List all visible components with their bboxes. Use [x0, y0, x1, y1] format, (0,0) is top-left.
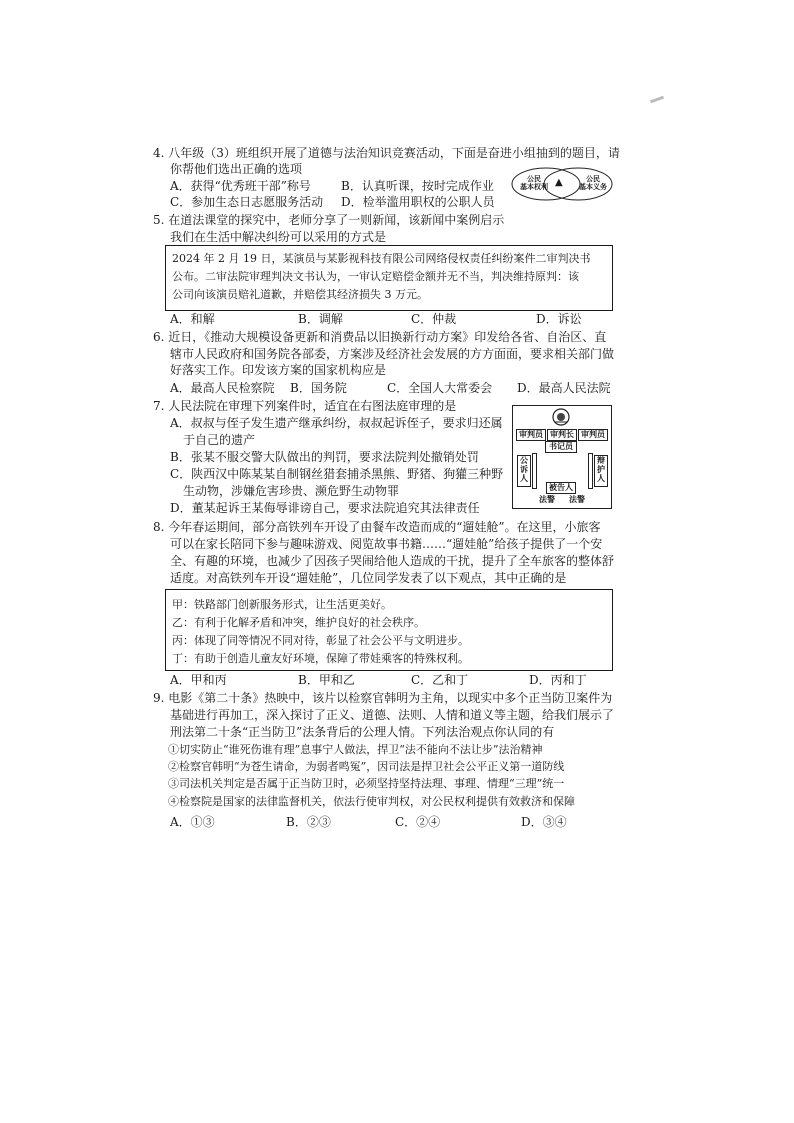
q6-line-3: 好落实工作。印发该方案的国家机构应是	[170, 363, 387, 377]
q8-box-line-2: 乙：有利于化解矛盾和冲突，维护良好的社会秩序。	[172, 616, 425, 629]
q8-opinion-box	[165, 589, 613, 671]
judge-left-seat: 审判员	[516, 429, 546, 441]
q5-option-c: C．仲裁	[411, 312, 457, 326]
q6-option-b: B．国务院	[290, 381, 347, 395]
national-emblem-icon	[552, 408, 570, 426]
q7-option-a-cont: 于自己的遗产	[183, 433, 256, 447]
q8-line-3: 全、有趣的环境，也减少了因孩子哭闹给他人造成的干扰，提升了全车旅客的整体舒	[170, 554, 615, 568]
q7-line-1: 7. 人民法院在审理下列案件时，适宜在右图法庭审理的是	[153, 399, 457, 413]
scan-mark	[650, 96, 664, 104]
q8-box-line-1: 甲：铁路部门创新服务形式，让生活更美好。	[172, 598, 392, 611]
prosecutor-desk	[532, 453, 537, 489]
q5-option-b: B．调解	[298, 312, 343, 326]
q5-box-line-1: 2024 年 2 月 19 日，某演员与某影视科技有限公司网络侵权责任纠纷案件二审判决书	[172, 252, 591, 265]
q9-option-c: C．②④	[395, 815, 441, 829]
q7-option-b: B．张某不服交警大队做出的判罚，要求法院判处撤销处罚	[170, 450, 479, 464]
q4-option-d: D．检举滥用职权的公职人员	[341, 195, 495, 209]
q5-line-2: 我们在生活中解决纠纷可以采用的方式是	[170, 230, 387, 244]
q5-option-d: D．诉讼	[536, 312, 582, 326]
q9-statement-3: ③司法机关判定是否属于正当防卫时，必须坚持坚持法理、事理、情理“三理”统一	[168, 777, 565, 790]
q8-line-4: 适度。对高铁列车开设“遛娃舱”，几位同学发表了以下观点，其中正确的是	[170, 571, 567, 585]
q4-line-1: 4. 八年级（3）班组织开展了道德与法治知识竞赛活动，下面是奋进小组抽到的题目，请	[153, 146, 620, 160]
q8-option-d: D．丙和丁	[529, 673, 587, 687]
q4-option-a: A．获得“优秀班干部”称号	[170, 179, 311, 193]
q6-option-a: A．最高人民检察院	[170, 381, 275, 395]
q8-option-b: B．甲和乙	[298, 673, 355, 687]
venn-left-label: 公民 基本权利	[520, 174, 548, 191]
q8-line-2: 可以在家长陪同下参与趣味游戏、阅览故事书籍……“遛娃舱”给孩子提供了一个安	[170, 537, 603, 551]
q6-option-d: D．最高人民法院	[517, 381, 611, 395]
q9-option-a: A．①③	[170, 815, 215, 829]
q5-option-a: A．和解	[170, 312, 215, 326]
police-left: 法警	[539, 494, 555, 504]
q7-option-c: C．陕西汉中陈某某自制钢丝猎套捕杀黑熊、野猪、狗獾三种野	[170, 467, 504, 481]
defender-seat: 辩 护 人	[594, 455, 608, 487]
q6-line-2: 辖市人民政府和国务院各部委，方案涉及经济社会发展的方方面面，要求相关部门做	[170, 347, 615, 361]
q4-line-2: 你帮他们选出正确的选项	[170, 162, 303, 176]
venn-right-label: 公民 基本义务	[579, 174, 607, 191]
police-right: 法警	[569, 494, 585, 504]
q8-box-line-4: 丁：有助于创造儿童友好环境，保障了带娃乘客的特殊权利。	[172, 652, 469, 665]
q6-option-c: C．全国人大常委会	[387, 381, 493, 395]
defender-desk	[588, 453, 593, 489]
q9-statement-2: ②检察官韩明“为苍生请命，为弱者鸣冤”，因司法是捍卫社会公平正义第一道防线	[168, 760, 565, 773]
q6-line-1: 6. 近日，《推动大规模设备更新和消费品以旧换新行动方案》印发给各省、自治区、直	[153, 330, 607, 344]
q4-option-c: C．参加生态日志愿服务活动	[170, 195, 324, 209]
judge-right-seat: 审判员	[578, 429, 608, 441]
courtroom-diagram	[512, 405, 612, 509]
q9-line-3: 刑法第二十条“正当防卫”法条背后的公理人情。下列法治观点你认同的有	[170, 725, 555, 739]
q8-line-1: 8. 今年春运期间，部分高铁列车开设了由餐车改造而成的“遛娃舱”。在这里，小旅客	[153, 520, 601, 534]
clerk-seat: 书记员	[545, 441, 577, 453]
q8-option-c: C．乙和丁	[411, 673, 469, 687]
q9-line-1: 9. 电影《第二十条》热映中，该片以检察官韩明为主角，以现实中多个正当防卫案件为	[153, 691, 613, 705]
chief-judge-seat: 审判长	[547, 429, 577, 441]
q5-news-box	[165, 245, 613, 311]
defendant-seat: 被告人	[546, 482, 576, 494]
q5-box-line-3: 公司向该演员赔礼道歉，并赔偿其经济损失 3 万元。	[172, 288, 428, 301]
q9-statement-1: ①切实防止“谁死伤谁有理”息事宁人做法，捍卫“法不能向不法让步”法治精神	[168, 743, 543, 756]
q9-option-b: B．②③	[286, 815, 331, 829]
q7-option-d: D．董某起诉王某侮辱诽谤自己，要求法院追究其法律责任	[170, 501, 480, 515]
q7-option-a: A．叔叔与侄子发生遗产继承纠纷，叔叔起诉侄子，要求归还属	[170, 416, 503, 430]
q9-statement-4: ④检察院是国家的法律监督机关，依法行使审判权，对公民权利提供有效救济和保障	[168, 795, 575, 808]
q9-option-d: D．③④	[521, 815, 567, 829]
venn-center-mark: ▲	[555, 177, 563, 188]
prosecutor-seat: 公 诉 人	[517, 455, 531, 487]
q9-line-2: 基础进行再加工，深入探讨了正义、道德、法则、人情和道义等主题，给我们展示了	[170, 708, 615, 722]
q5-line-1: 5. 在道法课堂的探究中，老师分享了一则新闻，该新闻中案例启示	[153, 213, 505, 227]
q7-option-c-cont: 生动物，涉嫌危害珍贵、濒危野生动物罪	[183, 484, 400, 498]
q8-box-line-3: 丙：体现了同等情况不同对待，彰显了社会公平与文明进步。	[172, 634, 469, 647]
q4-option-b: B．认真听课，按时完成作业	[341, 179, 494, 193]
q8-option-a: A．甲和丙	[170, 673, 227, 687]
q5-box-line-2: 公布。二审法院审理判决文书认为，一审认定赔偿金额并无不当，判决维持原判：该	[172, 270, 579, 283]
